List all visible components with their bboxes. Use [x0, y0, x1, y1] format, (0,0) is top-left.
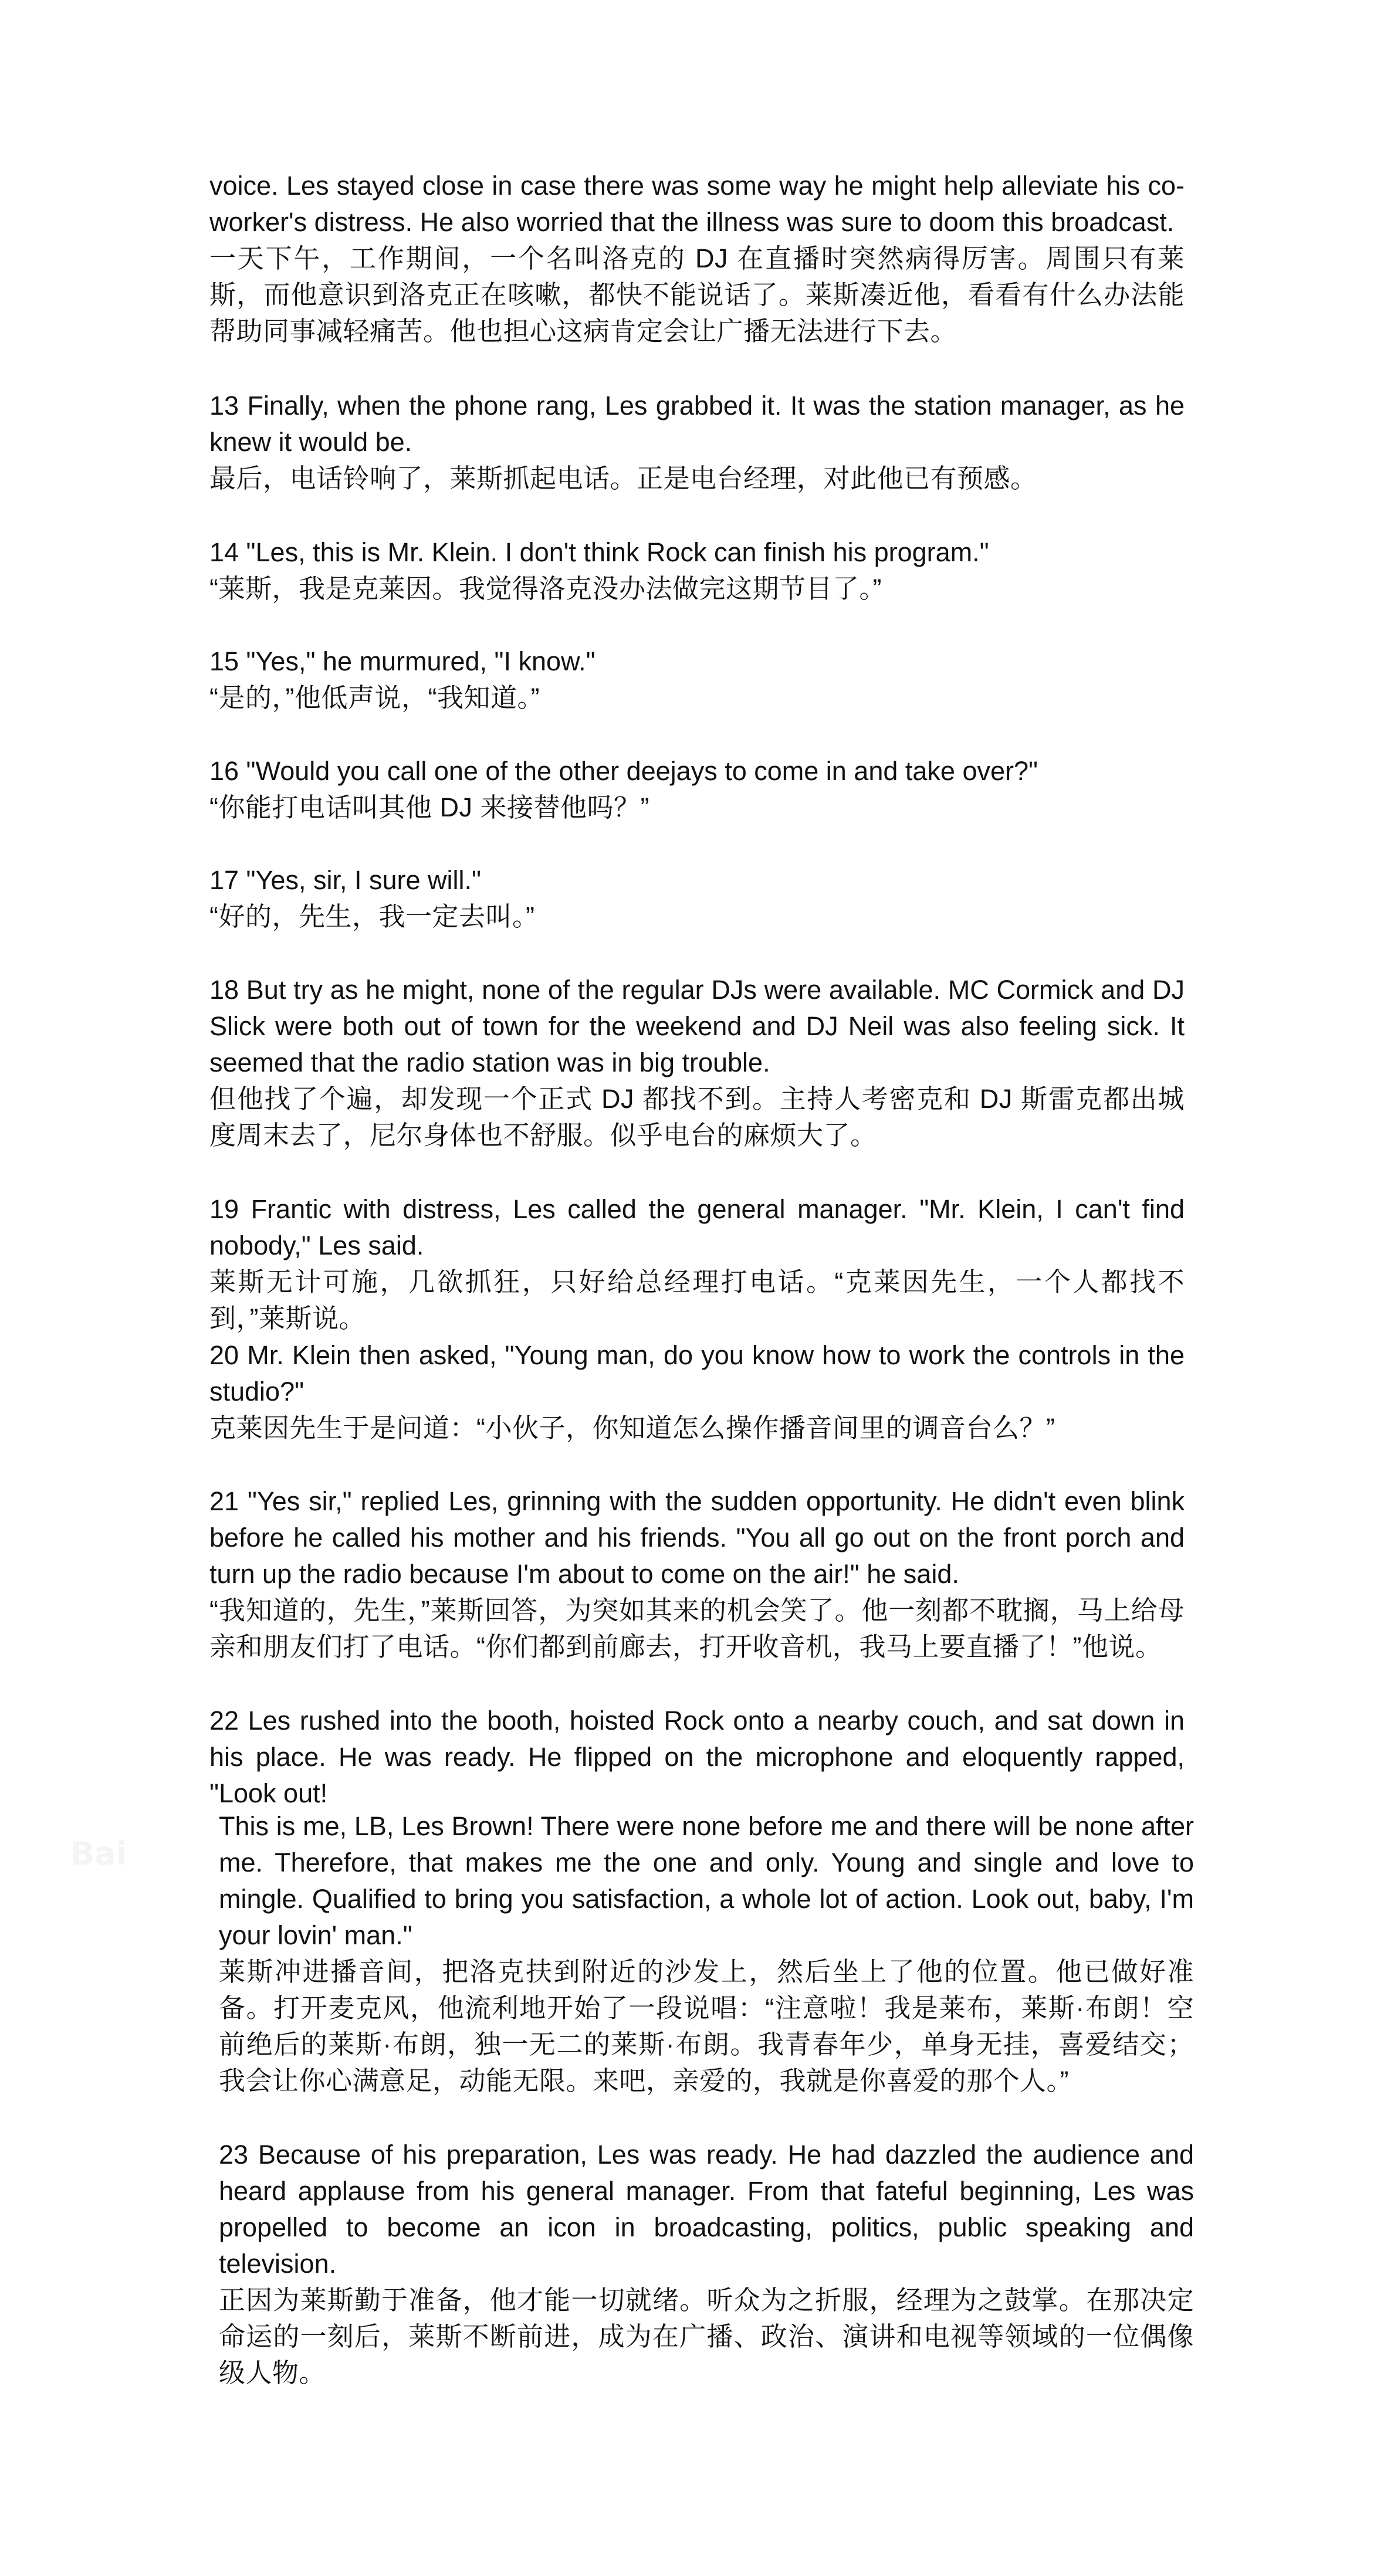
paragraph-english: 15 "Yes," he murmured, "I know." — [209, 646, 596, 676]
paragraph-chinese: 最后，电话铃响了，莱斯抓起电话。正是电台经理，对此他已有预感。 — [209, 463, 1037, 493]
paragraph-23 — [219, 2137, 1194, 2391]
paragraph-english: voice. Les stayed close in case there was some way he might help alleviate his co-worker's distress. He also worried that the illness was sure to doom this broadcast. — [209, 171, 1185, 237]
paragraph-english: 20 Mr. Klein then asked, "Young man, do you know how to work the controls in the studio?" — [209, 1340, 1185, 1406]
paragraph-22-continued — [219, 1808, 1194, 2099]
paragraph-chinese: 但他找了个遍，却发现一个正式 DJ 都找不到。主持人考密克和 DJ 斯雷克都出城度周末去了，尼尔身体也不舒服。似乎电台的麻烦大了。 — [209, 1084, 1185, 1150]
paragraph-15 — [209, 643, 1185, 716]
paragraph-chinese: 正因为莱斯勤于准备，他才能一切就绪。听众为之折服，经理为之鼓掌。在那决定命运的一刻后，莱斯不断前进，成为在广播、政治、演讲和电视等领域的一位偶像级人物。 — [219, 2285, 1194, 2388]
paragraph-14 — [209, 534, 1185, 607]
paragraph-20 — [209, 1337, 1185, 1446]
paragraph-english: 18 But try as he might, none of the regular DJs were available. MC Cormick and DJ Slick were both out of town for the weekend and DJ Neil was also feeling sick. It seemed that the radio station was in big trouble. — [209, 975, 1185, 1077]
paragraph-chinese: 莱斯无计可施，几欲抓狂，只好给总经理打电话。“克莱因先生，一个人都找不到，”莱斯说。 — [209, 1267, 1185, 1333]
paragraph-english: 19 Frantic with distress, Les called the general manager. "Mr. Klein, I can't find nobody," Les said. — [209, 1194, 1185, 1260]
paragraph-chinese: “我知道的，先生，”莱斯回答，为突如其来的机会笑了。他一刻都不耽搁，马上给母亲和朋友们打了电话。“你们都到前廊去，打开收音机，我马上要直播了！”他说。 — [209, 1595, 1185, 1662]
paragraph-english: 21 "Yes sir," replied Les, grinning with the sudden opportunity. He didn't even blink before he called his mother and his friends. "You all go out on the front porch and turn up the radio because I'm about to come on the air!" he said. — [209, 1486, 1185, 1589]
paragraph-chinese: “你能打电话叫其他 DJ 来接替他吗？” — [209, 792, 649, 822]
paragraph-21 — [209, 1483, 1185, 1665]
paragraph-english: 23 Because of his preparation, Les was ready. He had dazzled the audience and heard applause from his general manager. From that fateful beginning, Les was propelled to become an icon in broadcasting, politics, public speaking and television. — [219, 2140, 1194, 2279]
paragraph-english: 16 "Would you call one of the other deejays to come in and take over?" — [209, 756, 1038, 786]
paragraph-intro — [209, 168, 1185, 350]
paragraph-english: 22 Les rushed into the booth, hoisted Rock onto a nearby couch, and sat down in his place. He was ready. He flipped on the microphone and eloquently rapped, "Look out! — [209, 1706, 1185, 1808]
paragraph-chinese: 莱斯冲进播音间，把洛克扶到附近的沙发上，然后坐上了他的位置。他已做好准备。打开麦克风，他流利地开始了一段说唱：“注意啦！我是莱布，莱斯·布朗！空前绝后的莱斯·布朗，独一无二的莱斯·布朗。我青春年少，单身无挂，喜爱结交；我会让你心满意足，动能无限。来吧，亲爱的，我就是你喜爱的那个人。” — [219, 1957, 1194, 2096]
paragraph-chinese: “莱斯，我是克莱因。我觉得洛克没办法做完这期节目了。” — [209, 574, 882, 604]
paragraph-22 — [209, 1703, 1185, 1812]
paragraph-chinese: 一天下午，工作期间，一个名叫洛克的 DJ 在直播时突然病得厉害。周围只有莱斯，而他意识到洛克正在咳嗽，都快不能说话了。莱斯凑近他，看看有什么办法能帮助同事减轻痛苦。他也担心这病肯定会让广播无法进行下去。 — [209, 243, 1185, 346]
paragraph-english: This is me, LB, Les Brown! There were none before me and there will be none after me. Therefore, that makes me the one and only. Young and single and love to mingle. Qualified to bring you satisfaction, a whole lot of action. Look out, baby, I'm your lovin' man." — [219, 1811, 1194, 1950]
paragraph-17 — [209, 862, 1185, 935]
paragraph-18 — [209, 972, 1185, 1154]
paragraph-english: 14 "Les, this is Mr. Klein. I don't think Rock can finish his program." — [209, 537, 989, 567]
paragraph-chinese: “好的，先生，我一定去叫。” — [209, 901, 535, 931]
paragraph-13 — [209, 388, 1185, 497]
paragraph-16 — [209, 753, 1185, 826]
paragraph-19 — [209, 1191, 1185, 1337]
paragraph-english: 13 Finally, when the phone rang, Les grabbed it. It was the station manager, as he knew it would be. — [209, 391, 1185, 457]
paragraph-chinese: “是的，”他低声说，“我知道。” — [209, 683, 540, 713]
baidu-watermark: Bai — [70, 1835, 127, 1872]
paragraph-english: 17 "Yes, sir, I sure will." — [209, 865, 481, 895]
paragraph-chinese: 克莱因先生于是问道：“小伙子，你知道怎么操作播音间里的调音台么？” — [209, 1413, 1055, 1443]
